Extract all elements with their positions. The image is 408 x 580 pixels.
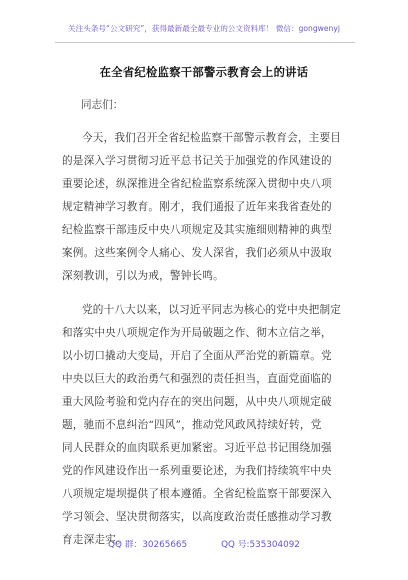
paragraph-line: 八项规定堤坝提供了根本遵循。全省纪检监察干部要深入: [62, 488, 332, 500]
paragraph-line: 纪检监察干部违反中央八项规定及其实施细则精神的典型: [62, 224, 332, 236]
paragraph-line: 以小切口撬动大变局，开启了全面从严治党的新篇章。党: [62, 350, 332, 362]
paragraph-line: 育走深走实。: [62, 534, 127, 546]
paragraph-line: 案例。这些案例令人痛心、发人深省，我们必须从中汲取: [62, 247, 332, 259]
paragraph-line: 的是深入学习贯彻习近平总书记关于加强党的作风建设的: [62, 155, 332, 167]
paragraph-line: 深刻教训，引以为戒，警钟长鸣。: [62, 270, 224, 282]
header-divider: [55, 42, 355, 43]
paragraph-line: 题，驰而不息纠治“四风”，推动党风政风持续好转，党: [62, 419, 322, 431]
footer-qq-number: QQ 号:535304092: [221, 540, 300, 550]
document-title: 在全省纪检监察干部警示教育会上的讲话: [99, 65, 309, 79]
paragraph-line: 今天，我们召开全省纪检监察干部警示教育会，主要目: [82, 132, 342, 144]
paragraph-line: 重大风险考验和党内存在的突出问题，从中央八项规定破: [62, 396, 332, 408]
paragraph-line: 学习领会、坚决贯彻落实，以高度政治责任感推动学习教: [62, 511, 332, 523]
salutation: 同志们：: [81, 99, 124, 111]
paragraph-line: 规定精神学习教育。刚才，我们通报了近年来我省查处的: [62, 201, 332, 213]
paragraph-line: 中央以巨大的政治勇气和强烈的责任担当，直面党面临的: [62, 373, 332, 385]
footer-contact: [0, 537, 408, 550]
header-note: 关注头条号“公文研究”，获得最新最全最专业的公文资料库！ 微信：gongwenyj: [68, 24, 340, 33]
paragraph-line: 重要论述，纵深推进全省纪检监察系统深入贯彻中央八项: [62, 178, 332, 190]
paragraph-line: 党的十八大以来，以习近平同志为核心的党中央把制定: [82, 304, 342, 316]
paragraph-line: 党的作风建设作出一系列重要论述，为我们持续筑牢中央: [62, 465, 332, 477]
paragraph-line: 同人民群众的血肉联系更加紧密。习近平总书记围绕加强: [62, 442, 332, 454]
paragraph-line: 和落实中央八项规定作为开局破题之作、彻木立信之举，: [62, 327, 332, 339]
footer-qq-group: QQ 群：30265665: [108, 540, 188, 550]
